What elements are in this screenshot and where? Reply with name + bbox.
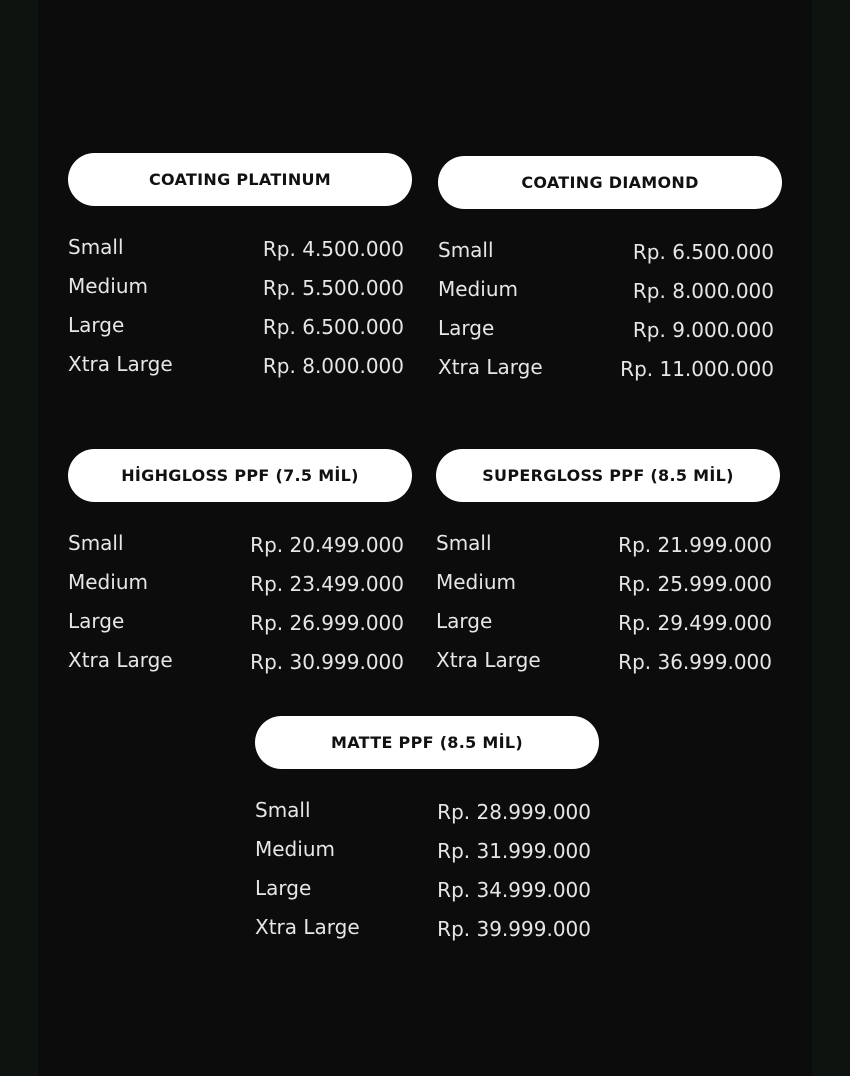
size-label: Small <box>68 531 124 555</box>
price-value: Rp. 11.000.000 <box>620 357 774 381</box>
package-title-pill: COATING PLATINUM <box>68 153 412 206</box>
price-row <box>436 648 772 687</box>
price-row <box>68 235 404 274</box>
size-label: Small <box>255 798 311 822</box>
price-value: Rp. 25.999.000 <box>618 572 772 596</box>
size-label: Large <box>68 313 125 337</box>
size-label: Large <box>68 609 125 633</box>
size-label: Small <box>438 238 494 262</box>
package-title-pill: SUPERGLOSS PPF (8.5 MİL) <box>436 449 780 502</box>
price-value: Rp. 8.000.000 <box>262 354 404 378</box>
price-value: Rp. 20.499.000 <box>250 533 404 557</box>
price-row <box>438 355 774 394</box>
price-value: Rp. 28.999.000 <box>437 800 591 824</box>
price-row <box>68 352 404 391</box>
price-row <box>255 837 591 876</box>
price-row <box>436 570 772 609</box>
price-value: Rp. 30.999.000 <box>250 650 404 674</box>
price-value: Rp. 6.500.000 <box>632 240 774 264</box>
price-row <box>436 609 772 648</box>
size-label: Xtra Large <box>68 648 173 672</box>
price-rows <box>68 235 404 391</box>
size-label: Medium <box>438 277 518 301</box>
price-row <box>255 915 591 954</box>
size-label: Large <box>438 316 495 340</box>
price-row <box>68 531 404 570</box>
price-rows <box>436 531 772 687</box>
price-rows <box>68 531 404 687</box>
price-row <box>438 316 774 355</box>
price-value: Rp. 39.999.000 <box>437 917 591 941</box>
price-row <box>438 277 774 316</box>
size-label: Medium <box>255 837 335 861</box>
price-row <box>68 274 404 313</box>
size-label: Large <box>255 876 312 900</box>
price-list-page <box>38 0 812 1076</box>
price-row <box>68 570 404 609</box>
price-value: Rp. 21.999.000 <box>618 533 772 557</box>
price-row <box>68 648 404 687</box>
package-title-pill: MATTE PPF (8.5 MİL) <box>255 716 599 769</box>
size-label: Xtra Large <box>68 352 173 376</box>
price-row <box>255 798 591 837</box>
package-title-pill: COATING DIAMOND <box>438 156 782 209</box>
price-value: Rp. 5.500.000 <box>262 276 404 300</box>
price-row <box>255 876 591 915</box>
price-value: Rp. 34.999.000 <box>437 878 591 902</box>
price-value: Rp. 23.499.000 <box>250 572 404 596</box>
price-rows <box>438 238 774 394</box>
price-row <box>438 238 774 277</box>
size-label: Small <box>68 235 124 259</box>
price-value: Rp. 36.999.000 <box>618 650 772 674</box>
size-label: Xtra Large <box>255 915 360 939</box>
price-value: Rp. 26.999.000 <box>250 611 404 635</box>
size-label: Medium <box>68 570 148 594</box>
price-value: Rp. 4.500.000 <box>262 237 404 261</box>
price-value: Rp. 29.499.000 <box>618 611 772 635</box>
size-label: Medium <box>68 274 148 298</box>
price-value: Rp. 8.000.000 <box>632 279 774 303</box>
package-title-pill: HİGHGLOSS PPF (7.5 MİL) <box>68 449 412 502</box>
price-rows <box>255 798 591 954</box>
size-label: Xtra Large <box>436 648 541 672</box>
price-row <box>68 609 404 648</box>
size-label: Large <box>436 609 493 633</box>
price-value: Rp. 9.000.000 <box>632 318 774 342</box>
price-value: Rp. 31.999.000 <box>437 839 591 863</box>
size-label: Small <box>436 531 492 555</box>
size-label: Medium <box>436 570 516 594</box>
price-value: Rp. 6.500.000 <box>262 315 404 339</box>
price-row <box>436 531 772 570</box>
size-label: Xtra Large <box>438 355 543 379</box>
price-row <box>68 313 404 352</box>
